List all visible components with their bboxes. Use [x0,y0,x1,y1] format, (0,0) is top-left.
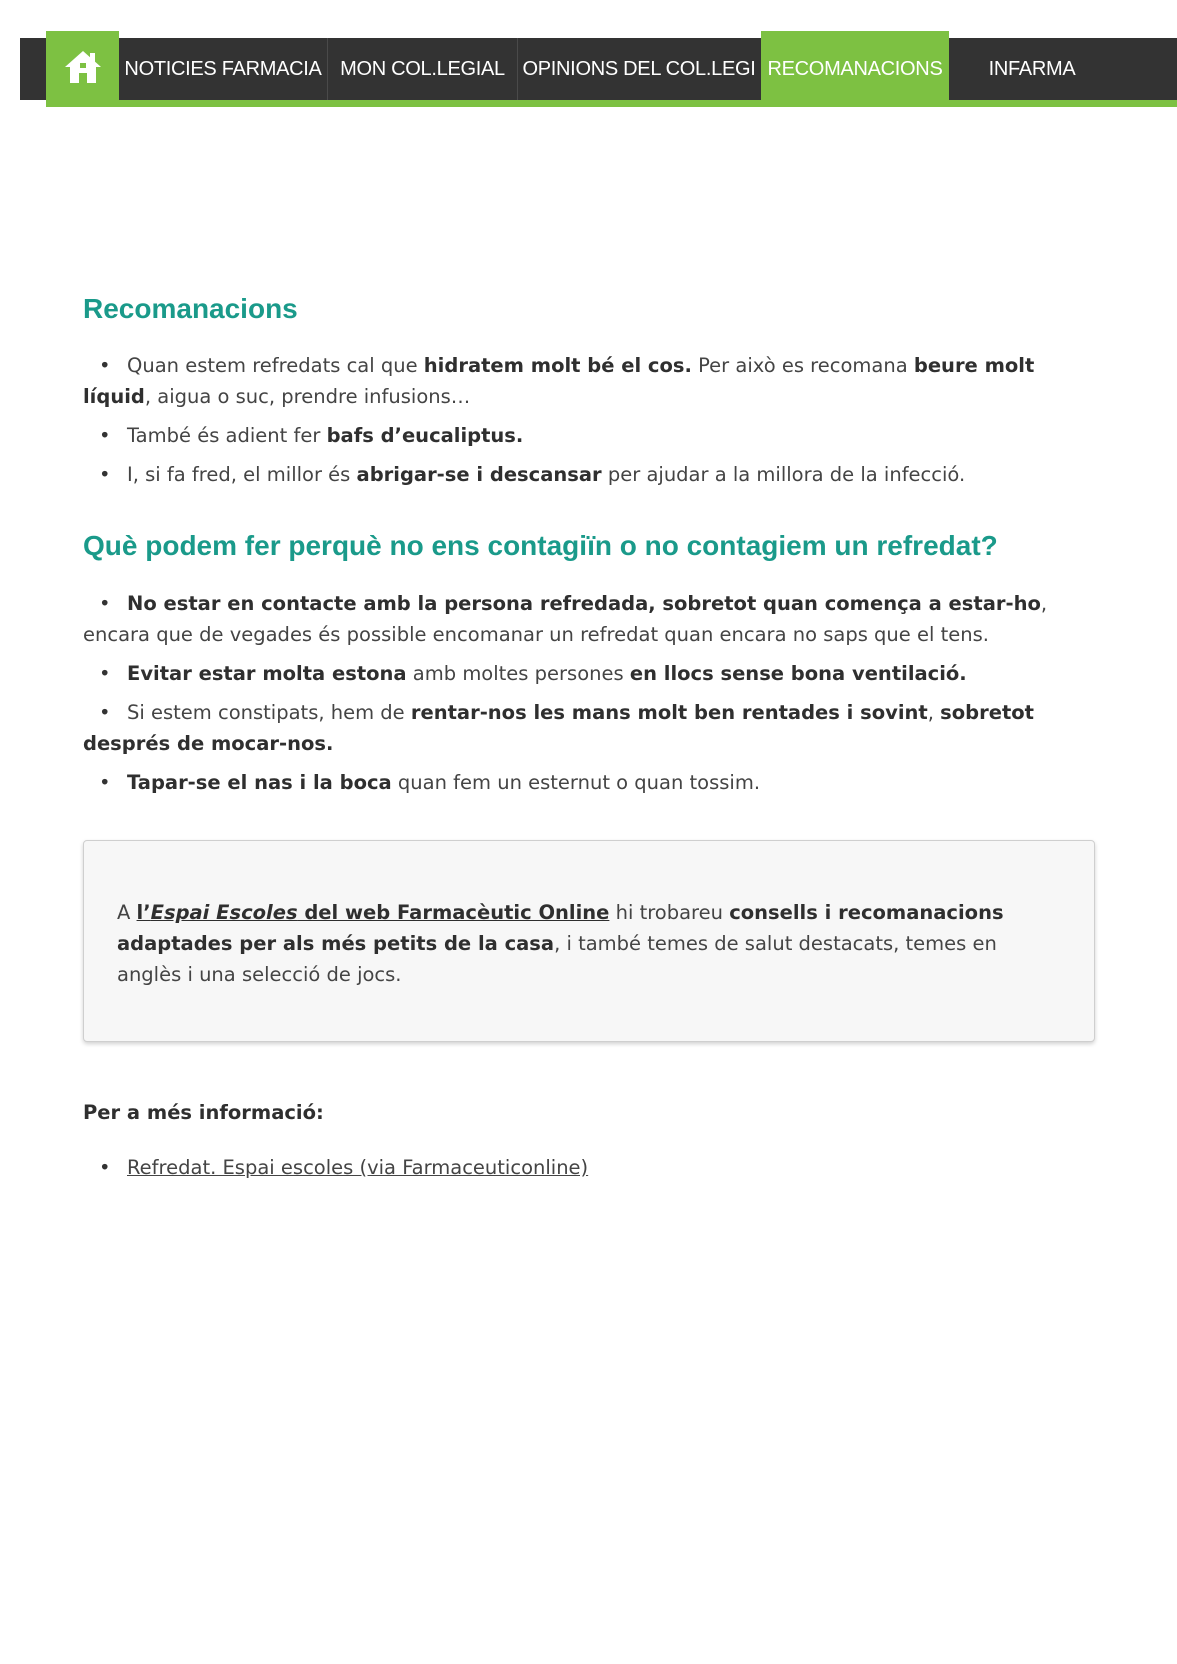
section-title-contagi: Què podem fer perquè no ens contagiïn o no contagiem un refredat? [83,530,998,561]
bullet-icon: • [99,592,111,615]
more-info-list [83,1152,1078,1191]
refredat-espai-escoles-link[interactable]: Refredat. Espai escoles (via Farmaceuticonline) [127,1156,589,1179]
nav-item-noticies-farmacia[interactable]: NOTICIES FARMACIA [119,38,328,100]
more-info-title: Per a més informació: [83,1101,324,1124]
list-item [83,1152,1078,1183]
bullet-icon: • [99,354,111,377]
bullet-icon: • [99,701,111,724]
list-item: • I, si fa fred, el millor és abrigar-se i descansar per ajudar a la millora de la infecció. [83,459,1078,490]
list-item: • Quan estem refredats cal que hidratem molt bé el cos. Per això es recomana beure molt líquid, aigua o suc, prendre infusions… [83,350,1078,412]
nav-item-recomanacions[interactable]: RECOMANACIONS [761,31,949,100]
bullet-icon: • [99,771,111,794]
nav-item-mon-collegial[interactable]: MON COL.LEGIAL [328,38,518,100]
home-icon [63,49,103,89]
espai-escoles-link[interactable]: l’Espai Escoles del web Farmacèutic Online [136,901,610,924]
info-callout-box: A l’Espai Escoles del web Farmacèutic Online hi trobareu consells i recomanacions adaptades per als més petits de la casa, i també temes de salut destacats, temes en anglès i una selecció de jocs. [83,840,1095,1042]
bullet-icon: • [99,463,111,486]
home-button[interactable] [46,31,119,107]
bullet-icon: • [99,1156,111,1179]
list-item: • Evitar estar molta estona amb moltes persones en llocs sense bona ventilació. [83,658,1078,689]
bullet-icon: • [99,424,111,447]
bullet-icon: • [99,662,111,685]
prevention-list [83,588,1078,806]
nav-underline [46,100,1177,107]
recommendations-list [83,350,1078,498]
list-item: • Si estem constipats, hem de rentar-nos les mans molt ben rentades i sovint, sobretot després de mocar-nos. [83,697,1078,759]
nav-item-infarma[interactable]: INFARMA [988,57,1076,80]
list-item: • No estar en contacte amb la persona refredada, sobretot quan comença a estar-ho, encara que de vegades és possible encomanar un refredat quan encara no saps que el tens. [83,588,1078,650]
list-item: • També és adient fer bafs d’eucaliptus. [83,420,1078,451]
nav-item-opinions-del-collegi[interactable]: OPINIONS DEL COL.LEGI [522,57,756,80]
list-item: • Tapar-se el nas i la boca quan fem un esternut o quan tossim. [83,767,1078,798]
section-title-recomanacions: Recomanacions [83,293,298,324]
